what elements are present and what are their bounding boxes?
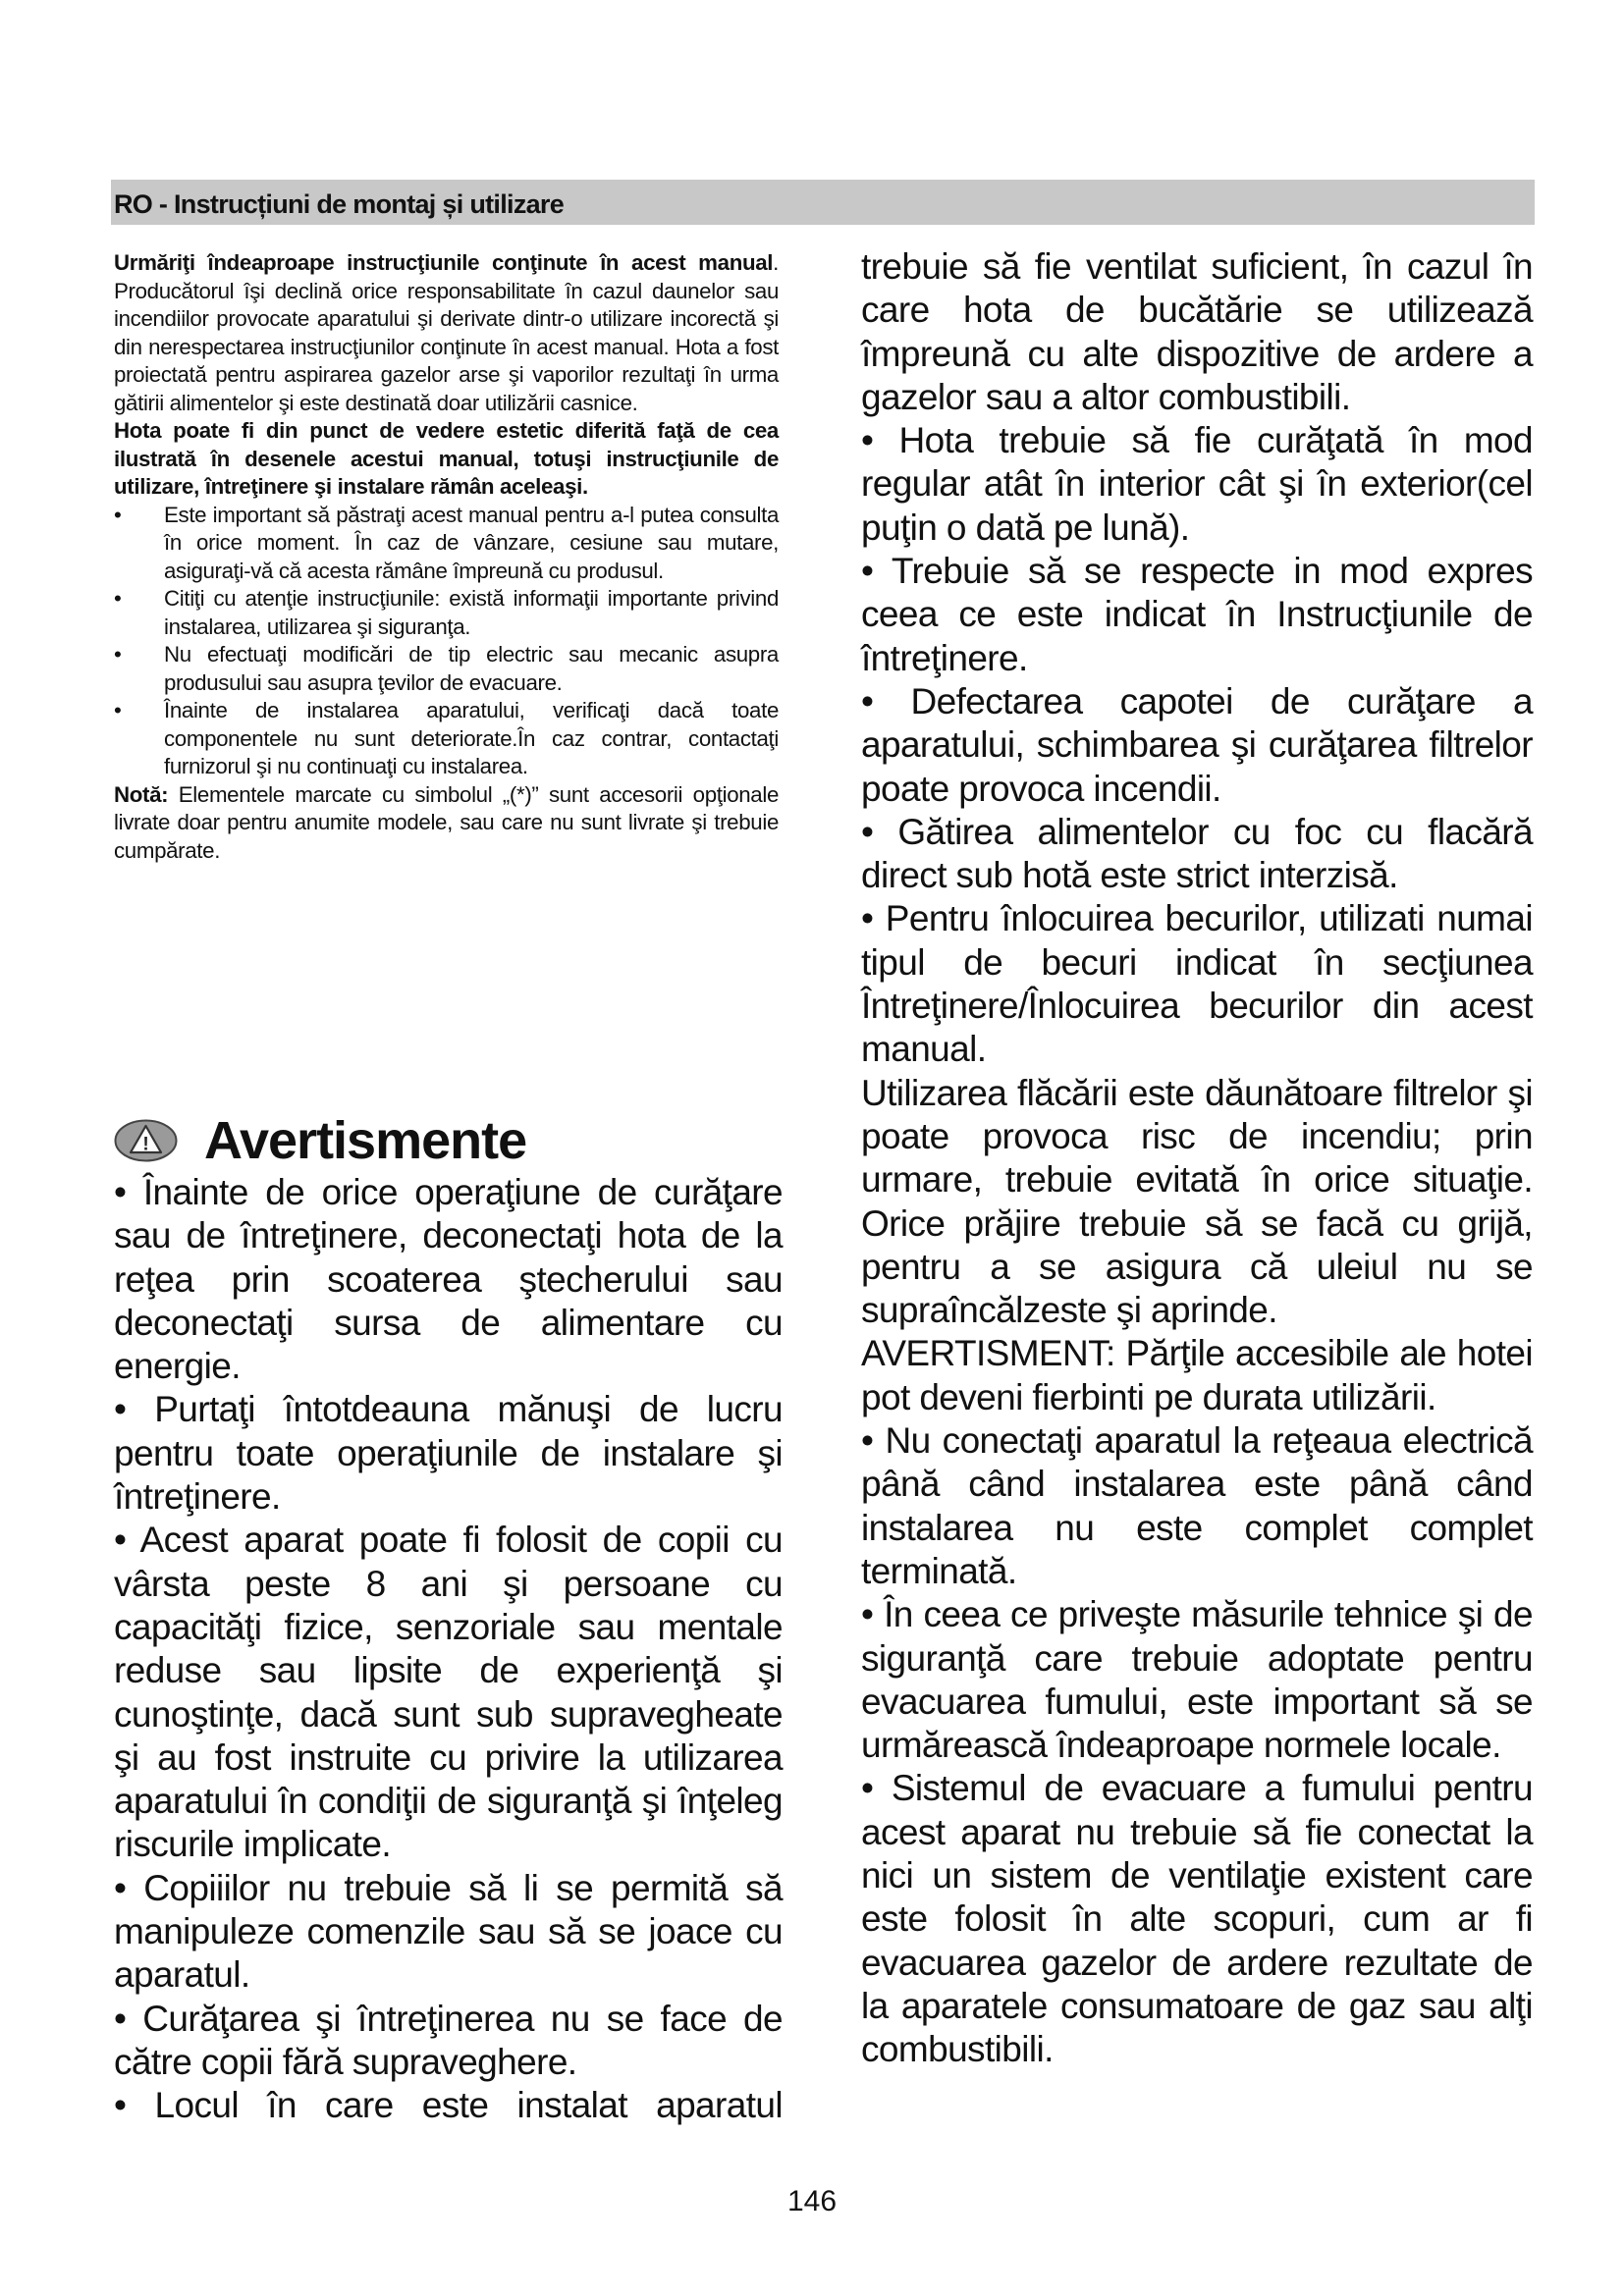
warning-paragraph: • Trebuie să se respecte in mod expres ceea ce este indicat în Instrucţiunile de întreţinere. bbox=[861, 551, 1533, 678]
warning-paragraph: • În ceea ce priveşte măsurile tehnice şi de siguranţă care trebuie adoptate pentru evacuarea fumului, este important să se urmărească îndeaproape normele locale. bbox=[861, 1594, 1533, 1766]
bullet-icon: • bbox=[114, 642, 122, 667]
list-item-text: Nu efectuaţi modificări de tip electric sau mecanic asupra produsului sau asupra ţevilor de evacuare. bbox=[164, 642, 779, 695]
section-header-title: RO - Instrucțiuni de montaj și utilizare bbox=[114, 189, 565, 219]
warning-icon-glyph: ! bbox=[142, 1134, 149, 1155]
warning-paragraph: • Pentru înlocuirea becurilor, utilizati numai tipul de becuri indicat în secţiunea Întreţinere/Înlocuirea becurilor din acest manual. bbox=[861, 898, 1533, 1070]
page-number: 146 bbox=[786, 2185, 838, 2217]
nota-paragraph bbox=[114, 781, 779, 866]
list-item bbox=[114, 697, 779, 781]
warning-paragraph: • Defectarea capotei de curăţare a aparatului, schimbarea şi curăţarea filtrelor poate provoca incendii. bbox=[861, 680, 1533, 809]
warning-paragraph: • Gătirea alimentelor cu foc cu flacără direct sub hotă este strict interzisă. bbox=[861, 811, 1533, 896]
warning-paragraph: • Hota trebuie să fie curăţată în mod regular atât în interior cât şi în exterior(cel puţin o dată pe lună). bbox=[861, 420, 1533, 548]
warning-paragraph: • Curăţarea şi întreţinerea nu se face de către copii fără supraveghere. bbox=[114, 1998, 783, 2082]
section-header bbox=[111, 180, 1535, 225]
warning-icon bbox=[114, 1119, 178, 1162]
warning-paragraph: • Nu conectaţi aparatul la reţeaua electrică până când instalarea este până când instalarea nu este complet complet terminată. bbox=[861, 1420, 1533, 1591]
list-item-text: Citiţi cu atenţie instrucţiunile: există informaţii importante privind instalarea, utilizarea şi siguranţa. bbox=[164, 586, 779, 639]
warnings-heading bbox=[114, 1109, 526, 1172]
intro-section bbox=[114, 249, 779, 865]
nota-label: Notă: bbox=[114, 781, 169, 807]
bullet-icon: • bbox=[114, 502, 122, 527]
intro-bullet-list bbox=[114, 502, 779, 781]
list-item bbox=[114, 585, 779, 641]
warning-paragraph: • Înainte de orice operaţiune de curăţare sau de întreţinere, deconectaţi hota de la reţea prin scoaterea ştecherului sau deconectaţi sursa de alimentare cu energie. bbox=[114, 1172, 783, 1387]
bullet-icon: • bbox=[114, 698, 122, 722]
bullet-icon: • bbox=[114, 586, 122, 611]
intro-lead-rest: . Producătorul îşi declină orice responsabilitate în cazul daunelor sau incendiilor provocate aparatului şi derivate dintr-o utilizare incorectă şi din nerespectarea instrucţiunilor conţinute în acest manual. Hota a fost proiectată pentru aspirarea gazelor arse şi vaporilor rezultaţi în urma gătirii alimentelor şi este destinată doar utilizării casnice. bbox=[114, 250, 779, 415]
intro-paragraph bbox=[114, 249, 779, 417]
warning-paragraph: • Acest aparat poate fi folosit de copii cu vârsta peste 8 ani şi persoane cu capacităţi fizice, senzoriale sau mentale reduse sau lipsite de experienţă şi cunoştinţe, dacă sunt sub supravegheate şi au fost instruite cu privire la utilizarea aparatului în condiţii de siguranţă şi înţeleg riscurile implicate. bbox=[114, 1520, 783, 1865]
warning-paragraph: • Locul în care este instalat aparatul bbox=[114, 2085, 783, 2126]
warnings-left-column bbox=[114, 1171, 783, 2128]
intro-lead-bold: Urmăriţi îndeaproape instrucţiunile conţinute în acest manual bbox=[114, 250, 774, 275]
list-item-text: Este important să păstraţi acest manual pentru a-l putea consulta în orice moment. În caz de vânzare, cesiune sau mutare, asiguraţi-vă că acesta rămâne împreună cu produsul. bbox=[164, 502, 779, 583]
warning-paragraph: • Purtaţi întotdeauna mănuşi de lucru pentru toate operaţiunile de instalare şi întreţinere. bbox=[114, 1389, 783, 1518]
list-item bbox=[114, 641, 779, 697]
warnings-title: Avertismente bbox=[204, 1111, 527, 1170]
nota-text: Elementele marcate cu simbolul „(*)” sunt accesorii opţionale livrate doar pentru anumite modele, sau care nu sunt livrate şi trebuie cumpărate. bbox=[114, 781, 779, 863]
warning-paragraph: • Copiiilor nu trebuie să li se permită să manipuleze comenzile sau să se joace cu aparatul. bbox=[114, 1867, 783, 1996]
warning-paragraph: AVERTISMENT: Părţile accesibile ale hotei pot deveni fierbinti pe durata utilizării. bbox=[861, 1333, 1533, 1417]
intro-note-bold: Hota poate fi din punct de vedere estetic diferită faţă de cea ilustrată în desenele acestui manual, totuşi instrucţiunile de utilizare, întreţinere şi instalare rămân aceleaşi. bbox=[114, 418, 779, 499]
warning-paragraph: Utilizarea flăcării este dăunătoare filtrelor şi poate provoca risc de incendiu; prin urmare, trebuie evitată în orice situaţie. Orice prăjire trebuie să se facă cu grijă, pentru a se asigura că uleiul nu se supraîncălzeste şi aprinde. bbox=[861, 1072, 1533, 1331]
warning-paragraph: trebuie să fie ventilat suficient, în cazul în care hota de bucătărie se utilizează împreună cu alte dispozitive de ardere a gazelor sau a altor combustibili. bbox=[861, 246, 1533, 417]
list-item-text: Înainte de instalarea aparatului, verificaţi dacă toate componentele nu sunt deteriorate.În caz contrar, contactaţi furnizorul şi nu continuaţi cu instalarea. bbox=[164, 698, 779, 778]
warnings-right-column bbox=[861, 245, 1533, 2071]
warning-paragraph: • Sistemul de evacuare a fumului pentru acest aparat nu trebuie să fie conectat la nici un sistem de ventilaţie existent care este folosit în alte scopuri, cum ar fi evacuarea gazelor de ardere rezultate de la aparatele consumatoare de gaz sau alţi combustibili. bbox=[861, 1768, 1533, 2070]
list-item bbox=[114, 502, 779, 586]
